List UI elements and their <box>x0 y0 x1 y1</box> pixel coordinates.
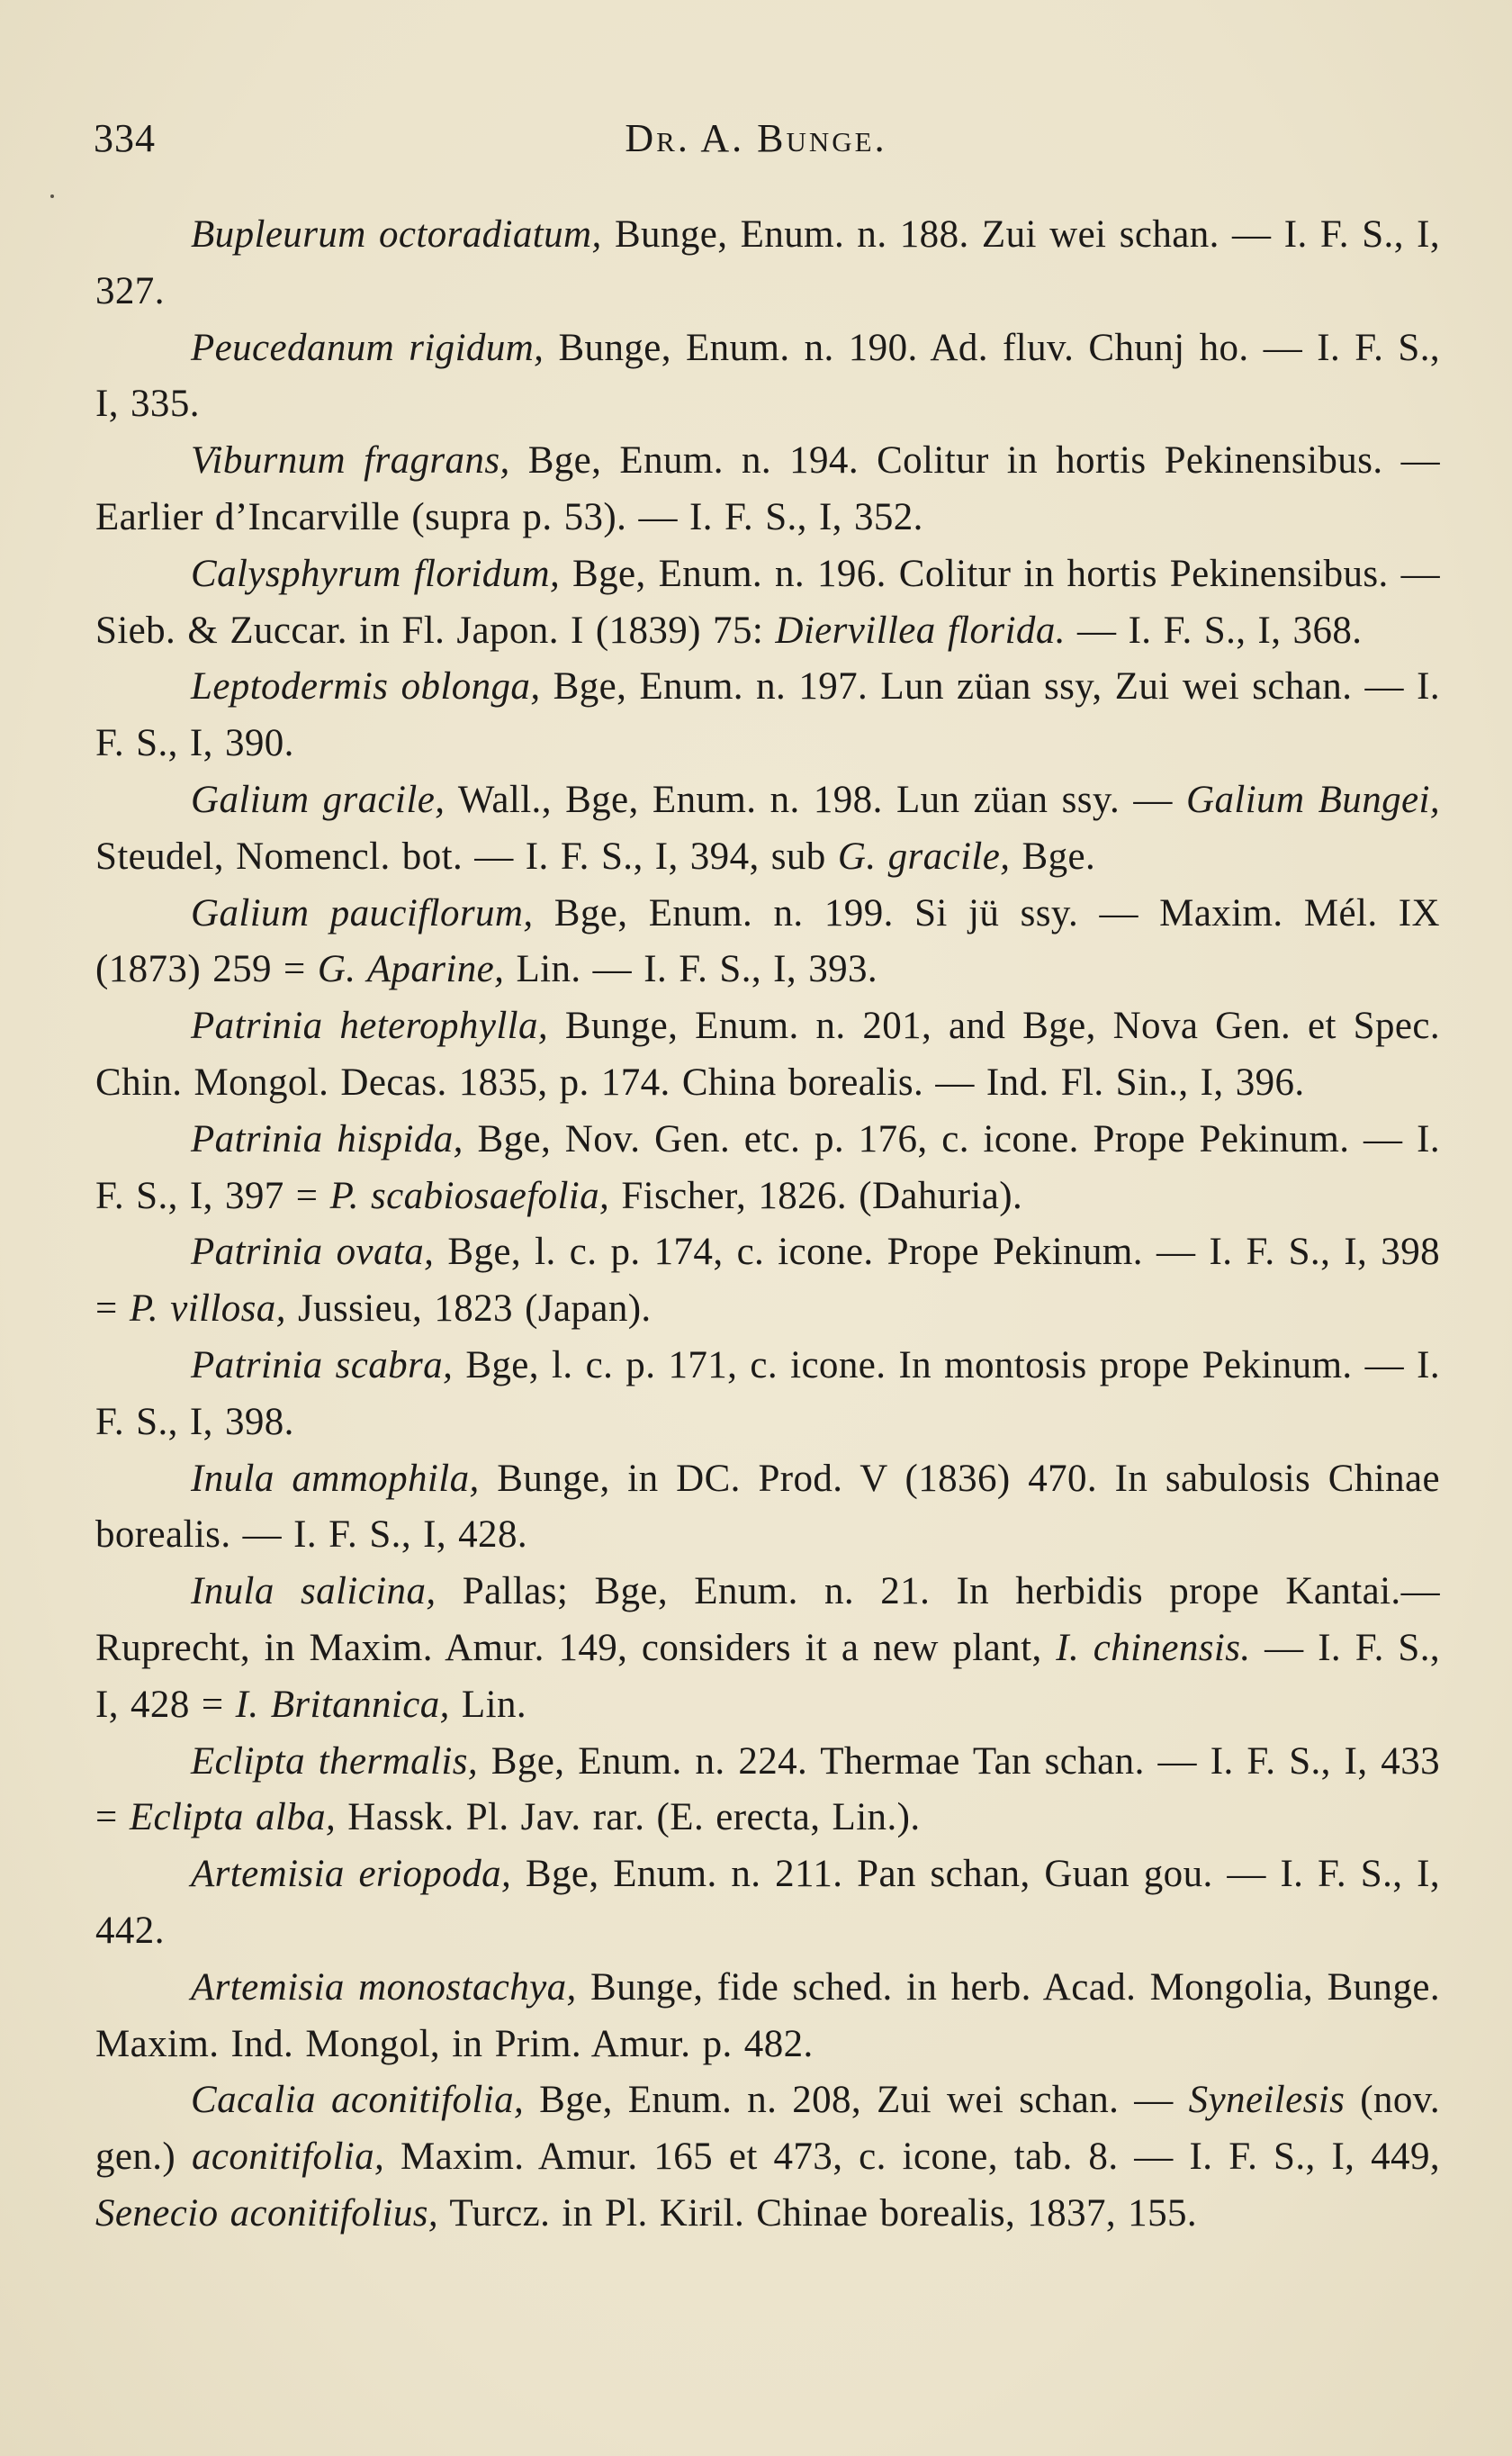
species-entry <box>95 433 1440 546</box>
latin-name: Bupleurum octoradiatum, <box>191 213 602 256</box>
entry-text: Bunge, Enum. n. 201, and Bge, Nova Gen. et Spec. Chin. Mongol. Decas. 1835, p. 174. China borealis. — Ind. Fl. Sin., I, 396. <box>95 1005 1440 1104</box>
latin-name: Galium gracile, <box>191 778 446 821</box>
page-number: 334 <box>94 116 156 160</box>
latin-name: Galium pauciflorum, <box>191 891 534 935</box>
species-entry <box>95 886 1440 999</box>
latin-name: Patrinia ovata, <box>191 1231 435 1274</box>
species-entry <box>95 2072 1440 2242</box>
entry-text: Lin. — I. F. S., I, 393. <box>504 948 878 991</box>
entry-text: — I. F. S., I, 368. <box>1065 609 1363 652</box>
entry-text: Bge, Enum. n. 208, Zui wei schan. — <box>524 2079 1189 2122</box>
latin-name: Artemisia monostachya, <box>191 1965 577 2009</box>
latin-name: G. Aparine, <box>317 948 505 991</box>
species-entry <box>95 772 1440 886</box>
entry-text: Hassk. Pl. Jav. rar. (E. erecta, Lin.). <box>336 1796 921 1839</box>
latin-name: Inula salicina, <box>191 1570 436 1613</box>
entry-text: Wall., Bge, Enum. n. 198. Lun züan ssy. — <box>445 778 1187 821</box>
species-entry <box>95 1847 1440 1960</box>
species-entry <box>95 321 1440 434</box>
latin-name: Patrinia hispida, <box>191 1117 464 1160</box>
latin-name: Galium Bungei, <box>1186 778 1440 821</box>
entry-text: Bunge, Enum. n. 190. Ad. fluv. Chunj ho. — I. F. S., I, 335. <box>95 326 1440 426</box>
entry-text: Bge, l. c. p. 174, c. icone. Prope Pekinum. — I. F. S., I, 398 = <box>95 1231 1440 1331</box>
entry-text: Bge, Enum. n. 197. Lun züan ssy, Zui wei schan. — I. F. S., I, 390. <box>95 665 1440 765</box>
species-entry <box>95 546 1440 660</box>
species-entry <box>95 998 1440 1112</box>
latin-name: Calysphyrum floridum, <box>191 552 561 595</box>
entry-text: Pallas; Bge, Enum. n. 21. In herbidis prope Kantai.— Ruprecht, in Maxim. Amur. 149, considers it a new plant, <box>95 1570 1440 1669</box>
entry-text: Bunge, in DC. Prod. V (1836) 470. In sabulosis Chinae borealis. — I. F. S., I, 428. <box>95 1457 1441 1557</box>
species-entry <box>95 207 1440 321</box>
running-title: Dr. A. Bunge. <box>625 116 887 160</box>
species-list <box>95 207 1440 2243</box>
entry-text: Bge, Enum. n. 211. Pan schan, Guan gou. — I. F. S., I, 442. <box>95 1853 1440 1952</box>
latin-name: Patrinia scabra, <box>191 1343 454 1386</box>
latin-name: Syneilesis <box>1188 2079 1346 2122</box>
latin-name: Patrinia heterophylla, <box>191 1005 549 1048</box>
entry-text: Turcz. in Pl. Kiril. Chinae borealis, 1837, 155. <box>438 2191 1198 2235</box>
latin-name: P. scabiosaefolia, <box>329 1174 610 1217</box>
species-entry <box>95 1224 1440 1338</box>
species-entry <box>95 1734 1440 1847</box>
latin-name: G. gracile, <box>837 835 1011 878</box>
entry-text: Steudel, Nomencl. bot. — I. F. S., I, 394, sub <box>95 835 838 878</box>
species-entry <box>95 1960 1440 2073</box>
species-entry <box>95 1112 1440 1225</box>
ink-speck <box>50 194 54 198</box>
latin-name: aconitifolia, <box>191 2135 385 2179</box>
species-entry <box>95 1564 1440 1733</box>
entry-text: Bunge, fide sched. in herb. Acad. Mongolia, Bunge. Maxim. Ind. Mongol, in Prim. Amur. p. 482. <box>95 1965 1440 2065</box>
latin-name: Artemisia eriopoda, <box>191 1853 512 1896</box>
latin-name: Diervillea florida. <box>775 609 1066 652</box>
entry-text: (nov. gen.) <box>95 2079 1441 2179</box>
latin-name: I. chinensis. <box>1056 1626 1251 1669</box>
entry-text: — I. F. S., I, 428 = <box>95 1626 1440 1726</box>
latin-name: Viburnum fragrans, <box>191 439 510 483</box>
latin-name: Leptodermis oblonga, <box>191 665 541 709</box>
species-entry <box>95 1451 1440 1565</box>
entry-text: Lin. <box>449 1683 526 1726</box>
latin-name: Eclipta thermalis, <box>191 1739 478 1783</box>
latin-name: Peucedanum rigidum, <box>191 326 544 369</box>
latin-name: I. Britannica, <box>235 1683 450 1726</box>
latin-name: Eclipta alba, <box>129 1796 337 1839</box>
entry-text: Bge, Enum. n. 224. Thermae Tan schan. — I. F. S., I, 433 = <box>95 1739 1441 1839</box>
entry-text: Bge, Nov. Gen. etc. p. 176, c. icone. Prope Pekinum. — I. F. S., I, 397 = <box>95 1117 1440 1217</box>
entry-text: Bunge, Enum. n. 188. Zui wei schan. — I. F. S., I, 327. <box>95 213 1441 312</box>
running-head <box>94 115 1418 169</box>
entry-text: Fischer, 1826. (Dahuria). <box>609 1174 1023 1217</box>
latin-name: Cacalia aconitifolia, <box>191 2079 525 2122</box>
entry-text: Bge, Enum. n. 196. Colitur in hortis Pekinensibus. — Sieb. & Zuccar. in Fl. Japon. I (1839) 75: <box>95 552 1440 652</box>
entry-text: Jussieu, 1823 (Japan). <box>285 1287 652 1331</box>
entry-text: Bge. <box>1010 835 1096 878</box>
entry-text: Bge, Enum. n. 199. Si jü ssy. — Maxim. Mél. IX (1873) 259 = <box>95 891 1440 991</box>
latin-name: P. villosa, <box>129 1287 286 1331</box>
entry-text: Bge, Enum. n. 194. Colitur in hortis Pekinensibus. — Earlier d’Incarville (supra p. 53). — I. F. S., I, 352. <box>95 439 1440 538</box>
species-entry <box>95 659 1440 772</box>
latin-name: Inula ammophila, <box>191 1457 480 1500</box>
entry-text: Maxim. Amur. 165 et 473, c. icone, tab. 8. — I. F. S., I, 449, <box>384 2135 1441 2179</box>
entry-text: Bge, l. c. p. 171, c. icone. In montosis prope Pekinum. — I. F. S., I, 398. <box>95 1343 1440 1443</box>
latin-name: Senecio aconitifolius, <box>95 2191 439 2235</box>
species-entry <box>95 1338 1440 1451</box>
